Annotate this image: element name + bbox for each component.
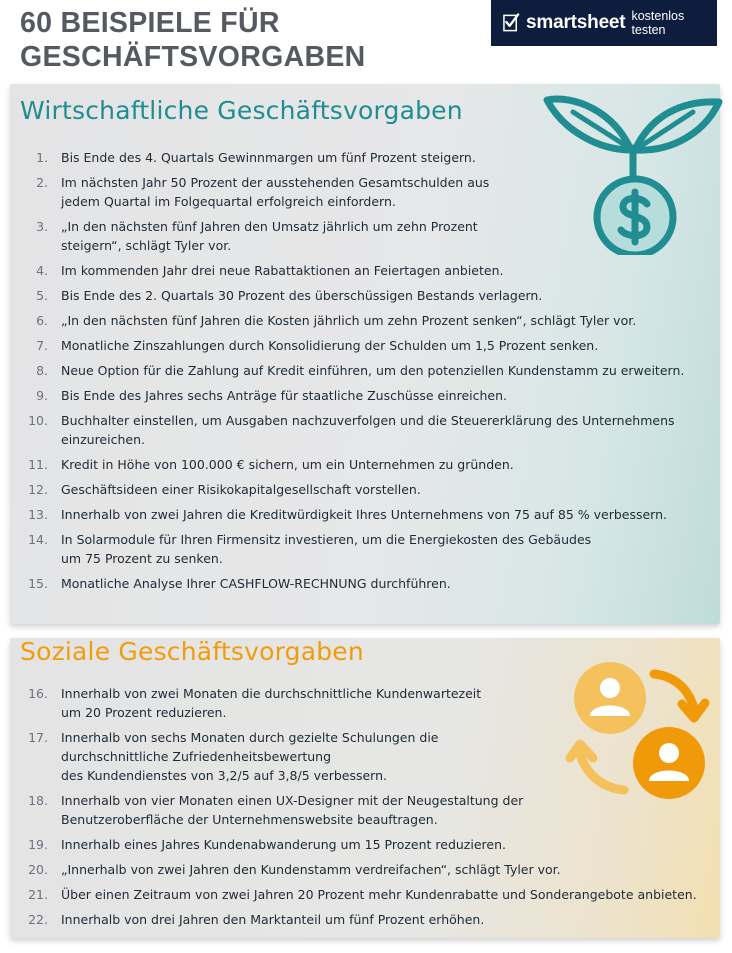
goal-text: Innerhalb von zwei Jahren die Kreditwürdigkeit Ihres Unternehmens von 75 auf 85 % verbessern. bbox=[61, 507, 667, 522]
goal-number: 22. bbox=[28, 912, 48, 927]
goal-number: 20. bbox=[28, 862, 48, 877]
goal-number: 7. bbox=[36, 338, 48, 353]
goal-text: Bis Ende des 4. Quartals Gewinnmargen um fünf Prozent steigern. bbox=[61, 150, 476, 165]
goal-text: „In den nächsten fünf Jahren den Umsatz jährlich um zehn Prozent steigern“, schlägt Tyler vor. bbox=[61, 219, 478, 253]
goal-text: Innerhalb von sechs Monaten durch gezielte Schulungen die durchschnittliche Zufriedenheitsbewertung des Kundendienstes von 3,2/5 auf 3,8/5 verbessern. bbox=[61, 730, 439, 783]
goal-item bbox=[0, 386, 700, 405]
smartsheet-trial-button[interactable] bbox=[491, 0, 717, 46]
goal-number: 5. bbox=[36, 288, 48, 303]
goal-text: „Innerhalb von zwei Jahren den Kundenstamm verdreifachen“, schlägt Tyler vor. bbox=[61, 862, 561, 877]
goal-number: 15. bbox=[28, 576, 48, 591]
goal-number: 19. bbox=[28, 837, 48, 852]
goal-item bbox=[0, 361, 700, 380]
goal-number: 10. bbox=[28, 413, 48, 428]
goal-text: Kredit in Höhe von 100.000 € sichern, um ein Unternehmen zu gründen. bbox=[61, 457, 514, 472]
goal-text: „In den nächsten fünf Jahren die Kosten jährlich um zehn Prozent senken“, schlägt Tyler vor. bbox=[61, 313, 637, 328]
goal-number: 8. bbox=[36, 363, 48, 378]
goal-text: Über einen Zeitraum von zwei Jahren 20 Prozent mehr Kundenrabatte und Sonderangebote anbieten. bbox=[61, 887, 697, 902]
goal-item bbox=[0, 311, 700, 330]
goal-item bbox=[0, 286, 700, 305]
goal-item bbox=[0, 684, 710, 722]
goal-number: 13. bbox=[28, 507, 48, 522]
goal-item bbox=[0, 860, 710, 879]
brand-cta: kostenlos testen bbox=[631, 9, 685, 37]
goal-item bbox=[0, 791, 710, 829]
goal-text: Monatliche Analyse Ihrer CASHFLOW-RECHNUNG durchführen. bbox=[61, 576, 451, 591]
goal-number: 11. bbox=[28, 457, 48, 472]
goal-item bbox=[0, 261, 700, 280]
brand-name: smartsheet bbox=[526, 12, 626, 33]
goal-item bbox=[0, 455, 700, 474]
goal-number: 14. bbox=[28, 532, 48, 547]
goal-number: 3. bbox=[36, 219, 48, 234]
goal-text: Innerhalb von zwei Monaten die durchschnittliche Kundenwartezeit um 20 Prozent reduzieren. bbox=[61, 686, 482, 720]
goal-item bbox=[0, 835, 710, 854]
goal-item bbox=[0, 217, 700, 255]
goal-text: Bis Ende des Jahres sechs Anträge für staatliche Zuschüsse einreichen. bbox=[61, 388, 508, 403]
goal-text: In Solarmodule für Ihren Firmensitz investieren, um die Energiekosten des Gebäudes um 75 Prozent zu senken. bbox=[61, 532, 592, 566]
goal-number: 18. bbox=[28, 793, 48, 808]
goal-item bbox=[0, 411, 700, 449]
goal-text: Innerhalb von drei Jahren den Marktanteil um fünf Prozent erhöhen. bbox=[61, 912, 485, 927]
goal-item bbox=[0, 530, 700, 568]
goal-item bbox=[0, 910, 710, 929]
goal-text: Geschäftsideen einer Risikokapitalgesellschaft vorstellen. bbox=[61, 482, 421, 497]
goal-item bbox=[0, 480, 700, 499]
section-title-economic: Wirtschaftliche Geschäftsvorgaben bbox=[20, 96, 463, 125]
economic-goals-list bbox=[0, 148, 700, 593]
goal-number: 9. bbox=[36, 388, 48, 403]
goal-item bbox=[0, 574, 700, 593]
goal-number: 2. bbox=[36, 175, 48, 190]
goal-item bbox=[0, 148, 700, 167]
section-title-social: Soziale Geschäftsvorgaben bbox=[20, 637, 364, 666]
goal-item bbox=[0, 173, 700, 211]
page-title: 60 BEISPIELE FÜR GESCHÄFTSVORGABEN bbox=[20, 7, 366, 73]
goal-item bbox=[0, 885, 710, 904]
goal-item bbox=[0, 728, 710, 785]
goal-number: 17. bbox=[28, 730, 48, 745]
goal-text: Buchhalter einstellen, um Ausgaben nachzuverfolgen und die Steuererklärung des Unternehmens einzureichen. bbox=[61, 413, 675, 447]
smartsheet-logo-icon bbox=[503, 13, 520, 33]
goal-number: 16. bbox=[28, 686, 48, 701]
goal-item bbox=[0, 505, 700, 524]
goal-number: 6. bbox=[36, 313, 48, 328]
goal-text: Im kommenden Jahr drei neue Rabattaktionen an Feiertagen anbieten. bbox=[61, 263, 504, 278]
goal-number: 1. bbox=[36, 150, 48, 165]
goal-number: 21. bbox=[28, 887, 48, 902]
social-goals-list bbox=[0, 684, 710, 929]
goal-text: Innerhalb von vier Monaten einen UX-Designer mit der Neugestaltung der Benutzeroberfläche der Unternehmenswebsite beauftragen. bbox=[61, 793, 524, 827]
goal-text: Neue Option für die Zahlung auf Kredit einführen, um den potenziellen Kundenstamm zu erweitern. bbox=[61, 363, 685, 378]
goal-number: 12. bbox=[28, 482, 48, 497]
goal-text: Innerhalb eines Jahres Kundenabwanderung um 15 Prozent reduzieren. bbox=[61, 837, 506, 852]
goal-number: 4. bbox=[36, 263, 48, 278]
goal-text: Monatliche Zinszahlungen durch Konsolidierung der Schulden um 1,5 Prozent senken. bbox=[61, 338, 599, 353]
goal-item bbox=[0, 336, 700, 355]
goal-text: Bis Ende des 2. Quartals 30 Prozent des überschüssigen Bestands verlagern. bbox=[61, 288, 543, 303]
goal-text: Im nächsten Jahr 50 Prozent der ausstehenden Gesamtschulden aus jedem Quartal im Folgequartal erfolgreich einfordern. bbox=[61, 175, 490, 209]
